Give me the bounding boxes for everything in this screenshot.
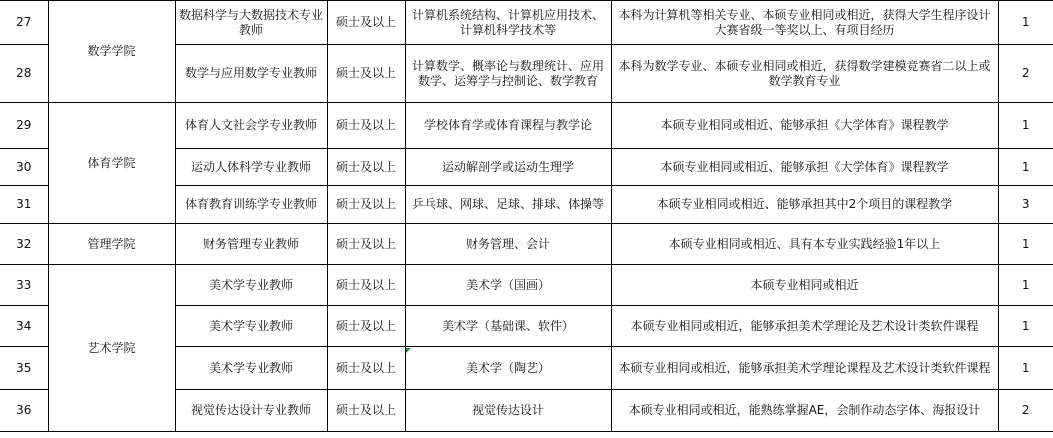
major-requirement: 计算数学、概率论与数理统计、应用数学、运筹学与控制论、数学教育 xyxy=(405,45,611,103)
headcount: 1 xyxy=(998,224,1053,265)
headcount: 1 xyxy=(998,1,1053,45)
degree-requirement: 硕士及以上 xyxy=(327,1,405,45)
table-row xyxy=(0,103,1053,149)
other-requirement: 本硕专业相同或相近、能够承担《大学体育》课程教学 xyxy=(611,149,998,186)
other-requirement: 本科为计算机等相关专业、本硕专业相同或相近，获得大学生程序设计大赛省级一等奖以上、有项目经历 xyxy=(611,1,998,45)
major-requirement: 美术学（基础课、软件） xyxy=(405,306,611,347)
headcount: 2 xyxy=(998,390,1053,432)
row-number: 28 xyxy=(0,45,48,103)
headcount: 1 xyxy=(998,306,1053,347)
degree-requirement: 硕士及以上 xyxy=(327,306,405,347)
position-title: 美术学专业教师 xyxy=(175,306,327,347)
other-requirement: 本硕专业相同或相近，能够承担美术学理论课程及艺术设计类软件课程 xyxy=(611,347,998,390)
other-requirement: 本硕专业相同或相近、能够承担其中2个项目的课程教学 xyxy=(611,186,998,224)
headcount: 3 xyxy=(998,186,1053,224)
other-requirement: 本硕专业相同或相近，能熟练掌握AE，会制作动态字体、海报设计 xyxy=(611,390,998,432)
other-requirement: 本硕专业相同或相近 xyxy=(611,265,998,306)
row-number: 33 xyxy=(0,265,48,306)
row-number: 29 xyxy=(0,103,48,149)
position-title: 体育人文社会学专业教师 xyxy=(175,103,327,149)
major-requirement: 视觉传达设计 xyxy=(405,390,611,432)
degree-requirement: 硕士及以上 xyxy=(327,103,405,149)
table-row xyxy=(0,224,1053,265)
row-number: 32 xyxy=(0,224,48,265)
table-row xyxy=(0,265,1053,306)
degree-requirement: 硕士及以上 xyxy=(327,224,405,265)
position-title: 财务管理专业教师 xyxy=(175,224,327,265)
position-title: 运动人体科学专业教师 xyxy=(175,149,327,186)
major-requirement: 乒乓球、网球、足球、排球、体操等 xyxy=(405,186,611,224)
row-number: 35 xyxy=(0,347,48,390)
row-number: 31 xyxy=(0,186,48,224)
major-requirement: 财务管理、会计 xyxy=(405,224,611,265)
headcount: 1 xyxy=(998,103,1053,149)
row-number: 27 xyxy=(0,1,48,45)
row-number: 30 xyxy=(0,149,48,186)
headcount: 1 xyxy=(998,149,1053,186)
degree-requirement: 硕士及以上 xyxy=(327,45,405,103)
headcount: 2 xyxy=(998,45,1053,103)
degree-requirement: 硕士及以上 xyxy=(327,186,405,224)
position-title: 数学与应用数学专业教师 xyxy=(175,45,327,103)
degree-requirement: 硕士及以上 xyxy=(327,347,405,390)
college-cell: 管理学院 xyxy=(48,224,175,265)
degree-requirement: 硕士及以上 xyxy=(327,149,405,186)
headcount: 1 xyxy=(998,347,1053,390)
position-title: 美术学专业教师 xyxy=(175,265,327,306)
major-requirement: 计算机系统结构、计算机应用技术、计算机科学技术等 xyxy=(405,1,611,45)
major-requirement: 美术学（国画） xyxy=(405,265,611,306)
college-cell: 艺术学院 xyxy=(48,265,175,432)
position-title: 视觉传达设计专业教师 xyxy=(175,390,327,432)
row-number: 34 xyxy=(0,306,48,347)
cell-comment-marker xyxy=(406,348,411,353)
major-requirement: 学校体育学或体育课程与教学论 xyxy=(405,103,611,149)
college-cell: 数学学院 xyxy=(48,1,175,103)
degree-requirement: 硕士及以上 xyxy=(327,390,405,432)
college-cell: 体育学院 xyxy=(48,103,175,224)
position-title: 美术学专业教师 xyxy=(175,347,327,390)
other-requirement: 本硕专业相同或相近，能够承担美术学理论及艺术设计类软件课程 xyxy=(611,306,998,347)
degree-requirement: 硕士及以上 xyxy=(327,265,405,306)
position-title: 数据科学与大数据技术专业教师 xyxy=(175,1,327,45)
row-number: 36 xyxy=(0,390,48,432)
table-row xyxy=(0,1,1053,45)
other-requirement: 本硕专业相同或相近、具有本专业实践经验1年以上 xyxy=(611,224,998,265)
other-requirement: 本科为数学专业、本硕专业相同或相近，获得数学建模竞赛省二以上或数学教育专业 xyxy=(611,45,998,103)
other-requirement: 本硕专业相同或相近、能够承担《大学体育》课程教学 xyxy=(611,103,998,149)
headcount: 1 xyxy=(998,265,1053,306)
major-requirement: 运动解剖学或运动生理学 xyxy=(405,149,611,186)
position-title: 体育教育训练学专业教师 xyxy=(175,186,327,224)
major-requirement: 美术学（陶艺） xyxy=(405,347,611,390)
